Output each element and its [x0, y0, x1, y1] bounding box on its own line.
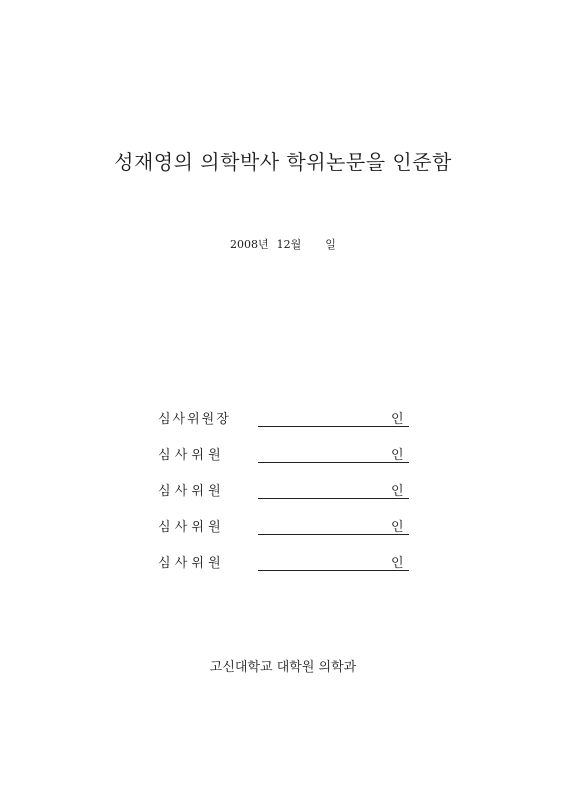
- institution-name: 고신대학교 대학원 의학과: [209, 660, 357, 675]
- signature-row-member: [158, 478, 418, 514]
- committee-role: 심 사 위 원: [158, 448, 221, 463]
- committee-role: 심 사 위 원: [158, 556, 221, 571]
- seal-mark: 인: [391, 448, 404, 463]
- committee-role: 심 사 위 원: [158, 484, 221, 499]
- signature-line: [258, 498, 409, 499]
- seal-mark: 인: [391, 412, 404, 427]
- signature-row-chair: [158, 406, 418, 442]
- date-day: 일: [325, 238, 336, 251]
- committee-signatures: [158, 406, 418, 586]
- signature-line: [258, 534, 409, 535]
- committee-role: 심사위원장: [158, 412, 231, 427]
- seal-mark: 인: [391, 556, 404, 571]
- signature-line: [258, 570, 409, 571]
- approval-date: [0, 236, 566, 252]
- signature-line: [258, 462, 409, 463]
- signature-row-member: [158, 442, 418, 478]
- committee-role: 심 사 위 원: [158, 520, 221, 535]
- document-title: 성재영의 의학박사 학위논문을 인준함: [114, 150, 452, 174]
- date-year: 2008년: [230, 238, 269, 251]
- signature-row-member: [158, 514, 418, 550]
- signature-line: [258, 426, 409, 427]
- signature-row-member: [158, 550, 418, 586]
- seal-mark: 인: [391, 484, 404, 499]
- seal-mark: 인: [391, 520, 404, 535]
- date-month: 12월: [276, 238, 302, 251]
